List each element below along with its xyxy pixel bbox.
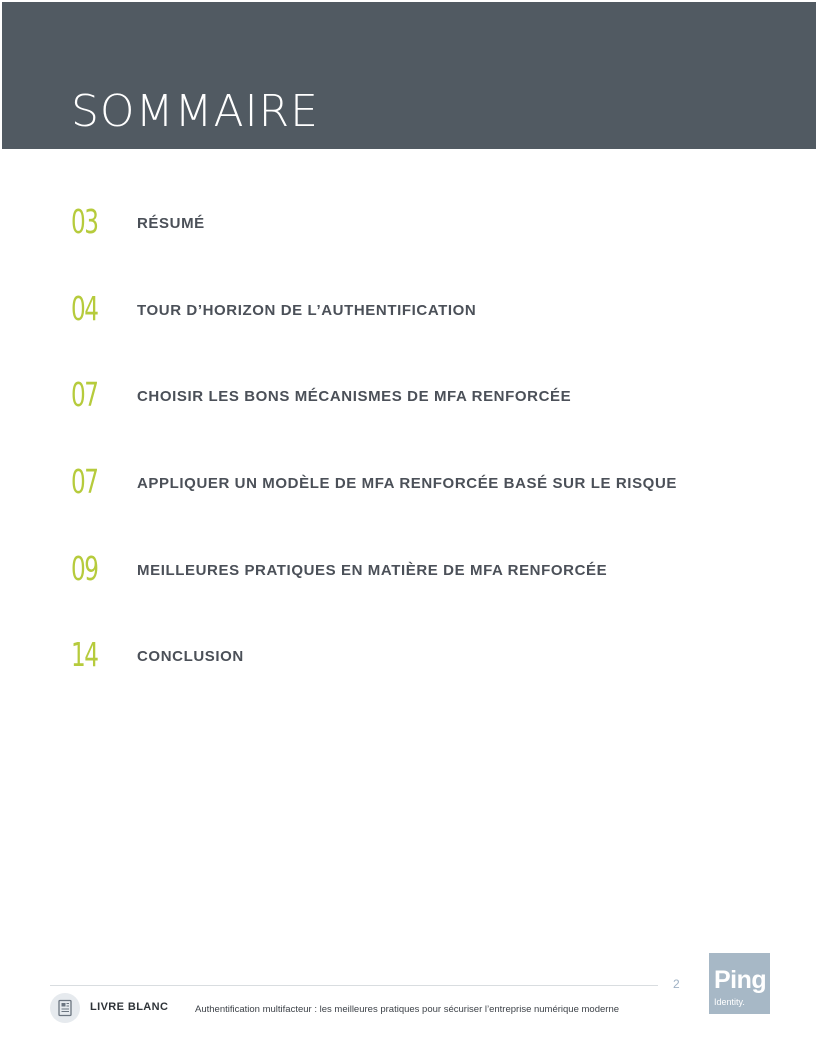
logo-subtext: Identity. (714, 997, 745, 1007)
toc-item-meilleures-pratiques[interactable] (0, 548, 816, 598)
toc-page-number: 07 (71, 375, 98, 414)
toc-label: MEILLEURES PRATIQUES EN MATIÈRE DE MFA RENFORCÉE (137, 562, 608, 579)
toc-item-modele-risque[interactable] (0, 461, 816, 511)
toc-page-number: 03 (71, 202, 98, 241)
toc-item-conclusion[interactable] (0, 634, 816, 684)
toc-item-choisir-mecanismes[interactable] (0, 374, 816, 424)
document-subtitle: Authentification multifacteur : les meilleures pratiques pour sécuriser l’entreprise numérique moderne (195, 1004, 620, 1015)
toc-item-tour-horizon[interactable] (0, 288, 816, 338)
toc-page-number: 04 (71, 289, 98, 328)
toc-page-number: 09 (71, 549, 98, 588)
toc-page-number: 07 (71, 462, 98, 501)
toc-label: RÉSUMÉ (137, 215, 205, 232)
document-type-label: LIVRE BLANC (90, 1001, 169, 1013)
document-icon-glyph (56, 999, 74, 1017)
footer-divider (50, 985, 658, 986)
toc-label: APPLIQUER UN MODÈLE DE MFA RENFORCÉE BASÉ SUR LE RISQUE (137, 475, 677, 492)
toc-page-number: 14 (71, 635, 98, 674)
logo-wordmark: Ping (714, 966, 767, 994)
ping-identity-logo (709, 953, 770, 1014)
toc-label: CHOISIR LES BONS MÉCANISMES DE MFA RENFORCÉE (137, 388, 572, 405)
toc-label: CONCLUSION (137, 648, 244, 665)
document-icon (50, 993, 80, 1023)
toc-item-resume[interactable] (0, 201, 816, 251)
page-number: 2 (673, 977, 680, 991)
page-title: SOMMAIRE (71, 86, 319, 137)
toc-label: TOUR D’HORIZON DE L’AUTHENTIFICATION (137, 302, 477, 319)
